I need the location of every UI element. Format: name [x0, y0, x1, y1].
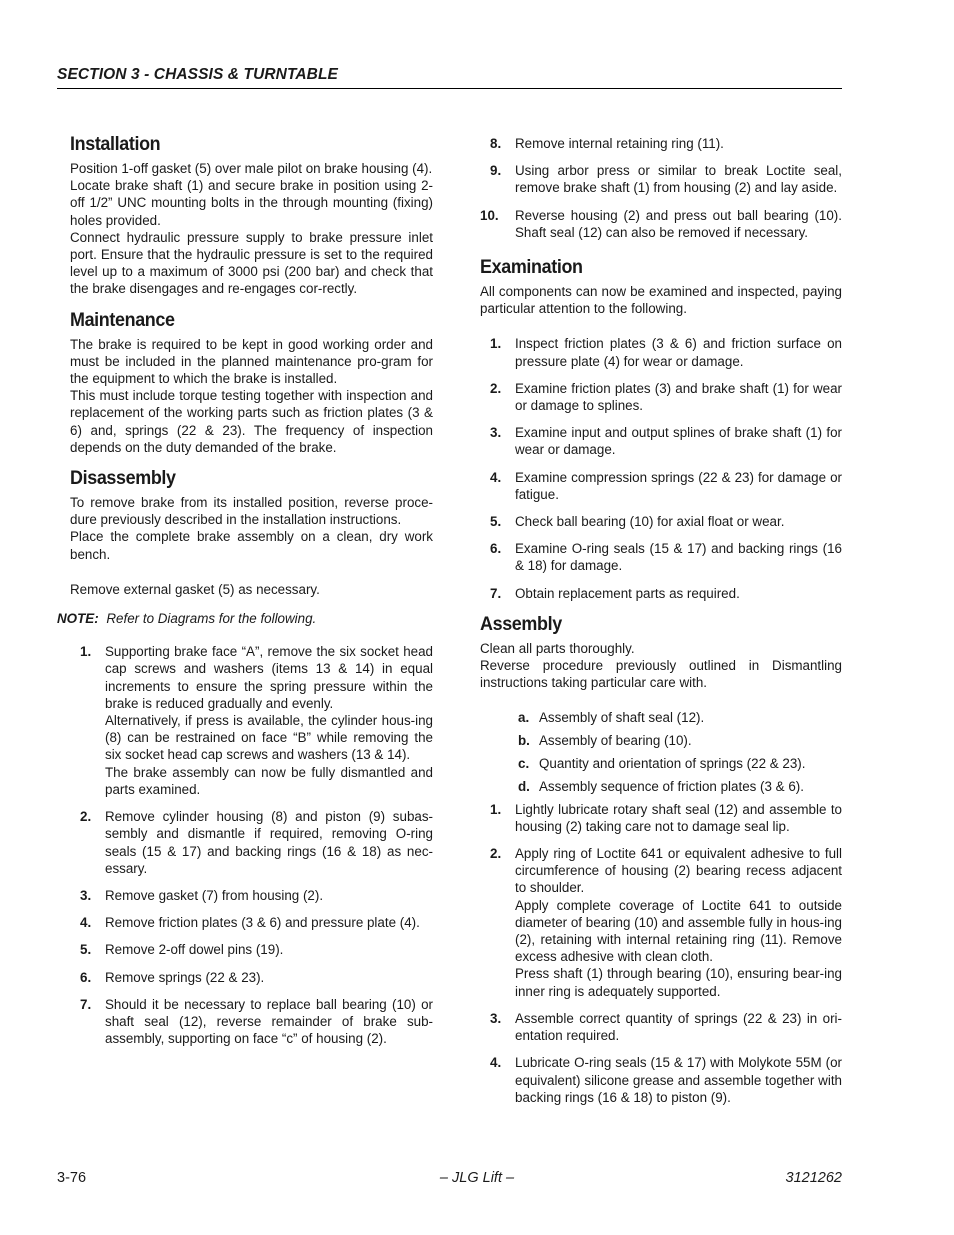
paragraph: All components can now be examined and inspected, paying particular attention to the following. — [480, 284, 842, 317]
item-text: Assembly sequence of friction plates (3 & 6). — [539, 778, 804, 794]
step-text: The brake assembly can now be fully dismantled and parts examined. — [105, 764, 433, 797]
step-text: Lubricate O-ring seals (15 & 17) with Molykote 55M (or equivalent) silicone grease and assemble together with backing rings (16 & 18) to piston (9). — [515, 1055, 842, 1105]
step-text: Using arbor press or similar to break Loctite seal, remove brake shaft (1) from housing (2) and lay aside. — [515, 163, 842, 196]
list-item — [480, 732, 842, 749]
step-text: Obtain replacement parts as required. — [515, 585, 740, 601]
list-item — [480, 845, 842, 1000]
examination-steps — [480, 335, 842, 601]
step-text: Remove internal retaining ring (11). — [515, 136, 724, 151]
list-item — [480, 585, 842, 602]
list-item — [480, 755, 842, 772]
step-number: 3. — [490, 425, 502, 441]
item-text: Assembly of shaft seal (12). — [539, 710, 705, 726]
step-text: Remove gasket (7) from housing (2). — [105, 887, 324, 903]
list-item — [480, 513, 842, 530]
list-item — [70, 941, 433, 958]
step-text: Assemble correct quantity of springs (22 & 23) in ori-entation required. — [515, 1010, 842, 1044]
step-number: 3. — [80, 887, 92, 903]
header-divider — [57, 88, 842, 89]
step-text: Examine compression springs (22 & 23) for damage or fatigue. — [515, 469, 842, 502]
step-text: Apply ring of Loctite 641 or equivalent adhesive to full circumference of housing (2) bearing recess adjacent to shoulder. — [515, 846, 842, 896]
step-text: Inspect friction plates (3 & 6) and friction surface on pressure plate (4) for wear or damage. — [515, 336, 842, 369]
paragraph: This must include torque testing together with inspection and replacement of the working parts such as friction plates (3 & 6) and, springs (22 & 23). The frequency of inspection depends on the duty demanded of the brake. — [70, 388, 433, 455]
note — [57, 610, 433, 627]
step-number: 4. — [80, 915, 92, 931]
item-letter: a. — [518, 710, 530, 726]
step-number: 4. — [490, 1055, 502, 1071]
paragraph: Position 1-off gasket (5) over male pilot on brake housing (4). — [70, 161, 433, 176]
step-number: 4. — [490, 469, 502, 485]
step-text: Apply complete coverage of Loctite 641 to outside diameter of bearing (10) and assemble fully in hous-ing (2), retaining with internal retaining ring (11). Remove excess adhesive with clean cloth. — [515, 897, 842, 965]
step-text: Supporting brake face “A”, remove the six socket head cap screws and washers (items 13 & 14) in equal increments to ensure the spring pressure within the brake is reduced gradually and evenly. — [105, 644, 433, 711]
step-text: Remove friction plates (3 & 6) and pressure plate (4). — [105, 915, 420, 931]
item-letter: b. — [518, 733, 530, 749]
list-item — [480, 380, 842, 414]
list-item — [70, 996, 433, 1048]
right-column — [480, 135, 842, 1116]
list-item — [70, 914, 433, 931]
step-number: 6. — [490, 541, 502, 557]
step-text: Check ball bearing (10) for axial float or wear. — [515, 514, 785, 530]
paragraph: Reverse procedure previously outlined in Dismantling instructions taking particular care with. — [480, 658, 842, 691]
list-item — [70, 808, 433, 877]
disassembly-section — [57, 466, 433, 1047]
list-item — [480, 709, 842, 726]
page-number: 3-76 — [57, 1170, 87, 1186]
item-letter: c. — [518, 756, 530, 772]
step-text: Should it be necessary to replace ball bearing (10) or shaft seal (12), reverse remainder of brake sub-assembly, supporting on face “c” of housing (2). — [105, 996, 433, 1047]
list-item — [70, 887, 433, 904]
list-item — [70, 969, 433, 986]
step-number: 2. — [80, 809, 92, 825]
item-text: Assembly of bearing (10). — [539, 733, 692, 749]
item-text: Quantity and orientation of springs (22 & 23). — [539, 756, 806, 772]
step-text: Examine input and output splines of brake shaft (1) for wear or damage. — [515, 425, 842, 458]
assembly-section — [480, 612, 842, 1106]
list-item — [480, 801, 842, 835]
step-number: 9. — [490, 163, 502, 179]
left-column — [57, 132, 433, 1057]
list-item — [480, 1054, 842, 1106]
step-number: 1. — [490, 336, 502, 352]
list-item — [480, 207, 842, 241]
list-item — [480, 469, 842, 503]
list-item — [480, 335, 842, 369]
assembly-steps — [480, 801, 842, 1106]
document-number: 3121262 — [785, 1170, 842, 1186]
step-number: 2. — [490, 846, 502, 862]
list-item — [70, 643, 433, 798]
examination-heading: Examination — [480, 256, 583, 279]
step-number: 1. — [490, 801, 502, 817]
disassembly-steps-continued — [480, 135, 842, 241]
paragraph: Remove external gasket (5) as necessary. — [70, 581, 320, 597]
step-number: 1. — [80, 644, 92, 660]
list-item — [480, 162, 842, 196]
step-text: Lightly lubricate rotary shaft seal (12) and assemble to housing (2) taking care not to damage seal lip. — [515, 801, 842, 834]
section-title: SECTION 3 - CHASSIS & TURNTABLE — [57, 66, 338, 83]
step-number: 7. — [80, 996, 92, 1012]
step-text: Examine O-ring seals (15 & 17) and backing rings (16 & 18) for damage. — [515, 541, 842, 574]
list-item — [480, 778, 842, 795]
step-text: Reverse housing (2) and press out ball bearing (10). Shaft seal (12) can also be removed if necessary. — [515, 207, 842, 240]
disassembly-steps — [70, 643, 433, 1047]
maintenance-heading: Maintenance — [70, 308, 175, 331]
note-label: NOTE: — [57, 611, 99, 627]
assembly-care-items — [480, 709, 842, 795]
footer-brand: – JLG Lift – — [439, 1170, 515, 1186]
paragraph: To remove brake from its installed position, reverse proce-dure previously described in the installation instructions. — [70, 495, 433, 528]
installation-heading: Installation — [70, 133, 161, 155]
paragraph: Connect hydraulic pressure supply to brake pressure inlet port. Ensure that the hydraulic pressure is set to the required level up to a maximum of 3000 psi (200 bar) and check that the brake disengages and re-engages cor-rectly. — [70, 229, 433, 297]
step-number: 2. — [490, 380, 502, 396]
step-text: Remove springs (22 & 23). — [105, 969, 265, 985]
paragraph: Clean all parts thoroughly. — [480, 640, 635, 656]
examination-section — [480, 255, 842, 602]
list-item — [480, 424, 842, 458]
step-number: 5. — [80, 942, 92, 958]
installation-section — [70, 132, 433, 298]
step-text: Press shaft (1) through bearing (10), ensuring bear-ing inner ring is adequately supported. — [515, 966, 842, 999]
step-text: Examine friction plates (3) and brake shaft (1) for wear or damage to splines. — [515, 380, 842, 414]
step-number: 7. — [490, 585, 502, 601]
maintenance-section — [70, 308, 433, 456]
paragraph: Place the complete brake assembly on a clean, dry work bench. — [70, 529, 433, 562]
list-item — [480, 1010, 842, 1044]
step-text: Remove cylinder housing (8) and piston (9) subas-sembly and dismantle if required, removing O-ring seals (15 & 17) and backing rings (16 & 18) as nec-essary. — [105, 809, 433, 876]
item-letter: d. — [518, 778, 530, 794]
paragraph: The brake is required to be kept in good working order and must be included in the planned maintenance pro-gram for the equipment to which the brake is installed. — [70, 336, 433, 387]
list-item — [480, 540, 842, 574]
paragraph: Locate brake shaft (1) and secure brake in position using 2-off 1/2” UNC mounting bolts in the through mounting (fixing) holes provided. — [70, 178, 433, 228]
step-text: Alternatively, if press is available, the cylinder hous-ing (8) can be restrained on face “B” while removing the six socket head cap screws and washers (13 & 14). — [105, 713, 433, 763]
step-number: 10. — [480, 207, 499, 223]
step-text: Remove 2-off dowel pins (19). — [105, 942, 284, 958]
list-item — [480, 135, 842, 152]
step-number: 6. — [80, 969, 92, 985]
step-number: 5. — [490, 514, 502, 530]
step-number: 8. — [490, 136, 502, 151]
disassembly-heading: Disassembly — [70, 467, 176, 490]
step-number: 3. — [490, 1010, 502, 1026]
note-text: Refer to Diagrams for the following. — [106, 611, 317, 627]
assembly-heading: Assembly — [480, 612, 562, 635]
